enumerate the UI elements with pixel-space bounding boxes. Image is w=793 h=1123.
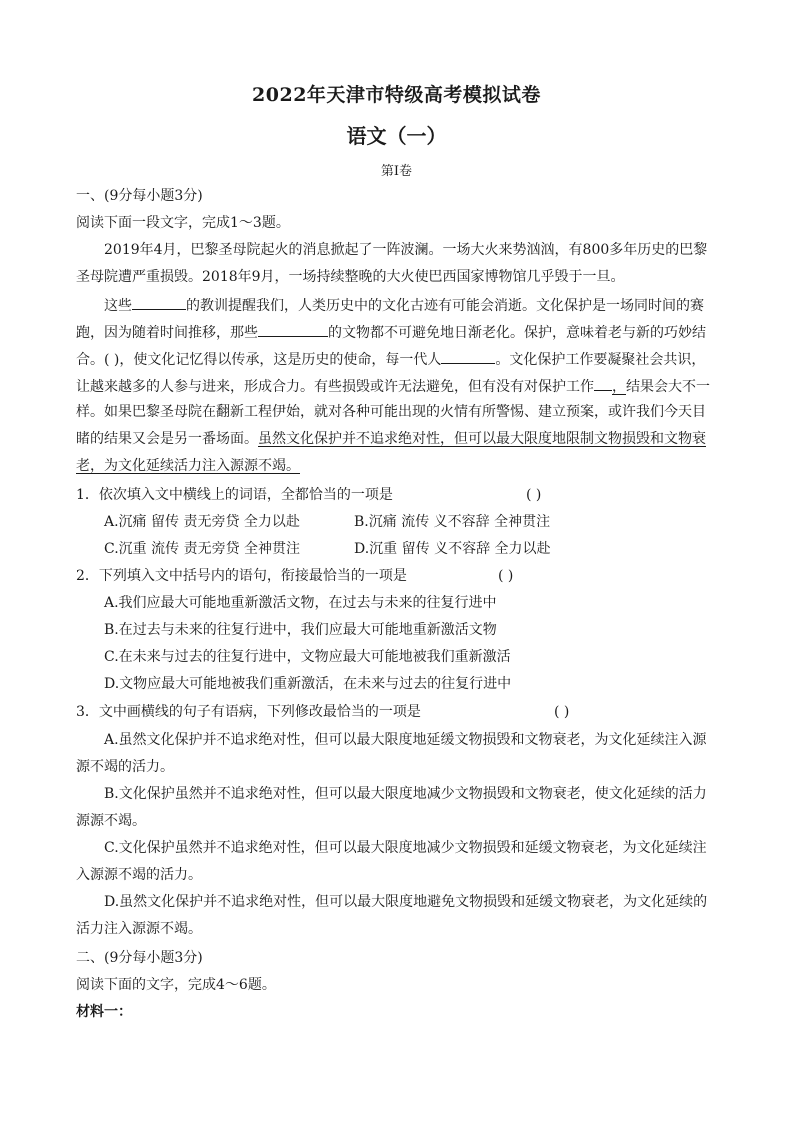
q3-option-c: C.文化保护虽然并不追求绝对性，但可以最大限度地减少文物损毁和延缓文物衰老，为文化延续注 (104, 840, 707, 856)
passage-text: 睹的结果又会是另一番场面。 (76, 431, 258, 447)
q2-option-a: A.我们应最大可能地重新激活文物，在过去与未来的往复行进中 (104, 595, 497, 611)
passage-p2-line4 (76, 375, 710, 397)
fill-blank-4 (594, 375, 612, 391)
section2-instruction: 阅读下面的文字，完成4～6题。 (76, 977, 276, 993)
passage-text: 结果会大不一 (626, 379, 710, 395)
q3-option-a-cont: 源不竭的活力。 (76, 759, 174, 775)
fill-blank-2 (258, 321, 328, 337)
underlined-sentence: 虽然文化保护并不追求绝对性，但可以最大限度地限制文物损毁和文物衰 (258, 431, 706, 447)
q2-option-c: C.在未来与过去的往复行进中，文物应最大可能地被我们重新激活 (104, 649, 511, 665)
passage-p2-line6 (76, 429, 706, 449)
q1-answer-paren: ( ) (526, 487, 542, 503)
passage-p1-line2: 圣母院遭严重损毁。2018年9月，一场持续整晚的大火使巴西国家博物馆几乎毁于一旦。 (76, 269, 625, 285)
q3-stem: 3．文中画横线的句子有语病，下列修改最恰当的一项是 (76, 704, 421, 720)
q3-option-d-cont: 活力注入源源不竭。 (76, 921, 202, 937)
q1-option-a: A.沉痛 留传 责无旁贷 全力以赴 (104, 514, 300, 530)
q2-answer-paren: ( ) (498, 568, 514, 584)
q1-option-c: C.沉重 流传 责无旁贷 全神贯注 (104, 541, 301, 557)
q3-option-d: D.虽然文化保护并不追求绝对性，但可以最大限度地避免文物损毁和延缓文物衰老，为文化延续的 (104, 894, 708, 910)
passage-p2-line5: 样。如果巴黎圣母院在翻新工程伊始，就对各种可能出现的火情有所警惕、建立预案，或许我们今天目 (76, 404, 706, 420)
passage-text: 。文化保护工作要凝聚社会共识， (495, 352, 706, 368)
passage-text: 的教训提醒我们，人类历史中的文化古迹有可能会消逝。文化保护是一场同时间的赛 (186, 298, 704, 314)
fill-blank-3 (441, 348, 495, 364)
passage-p2-line2 (76, 321, 706, 343)
q3-option-b: B.文化保护虽然并不追求绝对性，但可以最大限度地减少文物损毁和文物衰老，使文化延续的活力 (104, 786, 707, 802)
passage-p2-line3 (76, 348, 705, 370)
q1-option-b: B.沉痛 流传 义不容辞 全神贯注 (354, 514, 551, 530)
q3-option-a: A.虽然文化保护并不追求绝对性，但可以最大限度地延缓文物损毁和文物衰老，为文化延续注入源 (104, 732, 707, 748)
q1-stem: 1．依次填入文中横线上的词语，全都恰当的一项是 (76, 487, 393, 503)
q1-option-d: D.沉重 留传 义不容辞 全力以赴 (354, 541, 551, 557)
section1-instruction: 阅读下面一段文字，完成1～3题。 (76, 215, 290, 231)
material-label: 材料一： (76, 1004, 132, 1020)
section1-heading: 一、(9分每小题3分) (76, 188, 203, 204)
passage-text: 让越来越多的人参与进来，形成合力。有些损毁或许无法避免，但有没有对保护工作 (76, 379, 594, 395)
underlined-sentence-end: 老，为文化延续活力注入源源不竭。 (76, 458, 300, 474)
passage-p2-line1 (104, 294, 704, 316)
q3-option-c-cont: 入源源不竭的活力。 (76, 867, 202, 883)
volume-label: 第Ⅰ卷 (380, 164, 413, 179)
passage-text: 跑，因为随着时间推移，那些 (76, 325, 258, 341)
passage-p1-line1: 2019年4月，巴黎圣母院起火的消息掀起了一阵波澜。一场大火来势汹汹，有800多年历史的巴黎 (104, 242, 708, 258)
exam-title: 2022年天津市特级高考模拟试卷 (252, 84, 541, 106)
q2-option-b: B.在过去与未来的往复行进中，我们应最大可能地重新激活文物 (104, 622, 497, 638)
passage-text: ， (612, 379, 626, 395)
section2-heading: 二、(9分每小题3分) (76, 950, 203, 966)
passage-text: 合。( )，使文化记忆得以传承，这是历史的使命，每一代人 (76, 352, 442, 368)
q3-answer-paren: ( ) (554, 704, 570, 720)
passage-text: 的文物都不可避免地日渐老化。保护，意味着老与新的巧妙结 (328, 325, 706, 341)
fill-blank-1 (132, 294, 186, 310)
q3-option-b-cont: 源源不竭。 (76, 813, 146, 829)
q2-option-d: D.文物应最大可能地被我们重新激活，在未来与过去的往复行进中 (104, 676, 512, 692)
q2-stem: 2．下列填入文中括号内的语句，衔接最恰当的一项是 (76, 568, 407, 584)
passage-text: 这些 (104, 298, 132, 314)
exam-subject: 语文（一） (346, 124, 447, 148)
